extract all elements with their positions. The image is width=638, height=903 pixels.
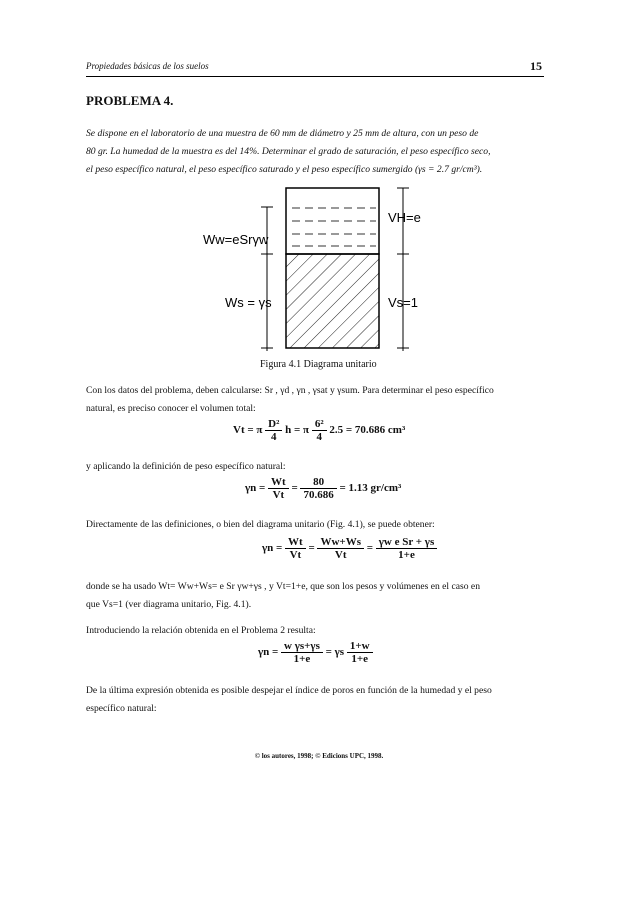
paragraph-6-line-2: específico natural: [86, 703, 157, 714]
eq2-left: γn = [245, 482, 266, 495]
eq1-fraction-1 [265, 418, 282, 443]
eq4-numerator-2: 1+w [347, 640, 373, 653]
paragraph-3: Directamente de las definiciones, o bien del diagrama unitario (Fig. 4.1), se puede obtener: [86, 519, 435, 530]
eq3-numerator-3: γw e Sr + γs [376, 536, 437, 549]
eq2-equals: = [291, 482, 298, 495]
paragraph-1 [86, 382, 546, 418]
paragraph-5: Introduciendo la relación obtenida en el Problema 2 resulta: [86, 625, 316, 636]
eq3-equals-1: = [308, 542, 315, 555]
eq2-fraction-1 [268, 476, 289, 501]
paragraph-6-line-1: De la última expresión obtenida es posible despejar el índice de poros en función de la humedad y el peso [86, 685, 492, 696]
eq3-fraction-1 [285, 536, 306, 561]
paragraph-1-line-2: natural, es preciso conocer el volumen total: [86, 403, 256, 414]
paragraph-6 [86, 682, 546, 718]
eq1-right: 2.5 = 70.686 cm³ [329, 424, 406, 437]
label-solid-volume: Vs=1 [388, 295, 418, 310]
footer-copyright: © los autores, 1998; © Edicions UPC, 1998. [254, 752, 384, 760]
eq3-equals-2: = [366, 542, 374, 555]
eq3-numerator-1: Wt [285, 536, 306, 549]
label-water-weight: Ww=eSrγw [203, 232, 269, 247]
eq3-numerator-2: Ww+Ws [317, 536, 364, 549]
running-title: Propiedades básicas de los suelos [86, 61, 209, 71]
eq1-numerator-2: 6² [312, 418, 327, 431]
eq1-denominator-2: 4 [316, 431, 322, 443]
problem-line-1: Se dispone en el laboratorio de una muestra de 60 mm de diámetro y 25 mm de altura, con un peso de [86, 128, 479, 139]
section-title: PROBLEMA 4. [86, 93, 174, 108]
page-number: 15 [530, 59, 542, 73]
eq3-fraction-2 [317, 536, 364, 561]
eq3-fraction-3 [376, 536, 437, 561]
eq3-left: γn = [262, 542, 283, 555]
eq1-middle: h = π [285, 424, 310, 437]
label-solid-weight: Ws = γs [225, 295, 272, 310]
eq2-denominator-2: 70.686 [303, 489, 334, 501]
weight-dimension-line [261, 207, 273, 351]
eq3-denominator-3: 1+e [398, 549, 415, 561]
equation-weights-volumes [262, 536, 437, 561]
eq1-numerator-1: D² [265, 418, 282, 431]
eq2-numerator-2: 80 [300, 476, 336, 489]
eq4-numerator-1: w γs+γs [281, 640, 323, 653]
problem-line-3: el peso específico natural, el peso específico saturado y el peso específico sumergido (γs = 2.7 gr/cm³). [86, 164, 483, 175]
problem-line-2: 80 gr. La humedad de la muestra es del 14%. Determinar el grado de saturación, el peso específico seco, [86, 146, 491, 157]
eq1-left: Vt = π [233, 424, 263, 437]
figure-caption: Figura 4.1 Diagrama unitario [260, 359, 377, 370]
eq4-middle: = γs [325, 646, 345, 659]
eq3-denominator-2: Vt [334, 549, 347, 561]
eq3-denominator-1: Vt [289, 549, 302, 561]
eq4-left: γn = [258, 646, 279, 659]
equation-natural-weight [245, 476, 401, 501]
paragraph-4-line-1: donde se ha usado Wt= Ww+Ws= e Sr γw+γs , y Vt=1+e, que son los pesos y volúmenes en el caso en [86, 581, 480, 592]
paragraph-2: y aplicando la definición de peso específico natural: [86, 461, 286, 472]
eq1-fraction-2 [312, 418, 327, 443]
eq2-denominator-1: Vt [272, 489, 285, 501]
equation-relation-problem-2 [258, 640, 373, 665]
unit-diagram [200, 183, 460, 358]
eq4-fraction-2 [347, 640, 373, 665]
eq2-right: = 1.13 gr/cm³ [339, 482, 402, 495]
eq4-denominator-1: 1+e [293, 653, 311, 665]
eq2-fraction-2 [300, 476, 336, 501]
eq2-numerator-1: Wt [268, 476, 289, 489]
equation-total-volume [233, 418, 405, 443]
label-void-volume: VH=e [388, 210, 421, 225]
running-header [86, 60, 544, 77]
problem-statement [86, 125, 546, 179]
paragraph-4-line-2: que Vs=1 (ver diagrama unitario, Fig. 4.1). [86, 599, 252, 610]
eq1-denominator-1: 4 [271, 431, 277, 443]
paragraph-4 [86, 578, 546, 614]
eq4-fraction-1 [281, 640, 323, 665]
solid-volume-box [286, 254, 379, 348]
eq4-denominator-2: 1+e [351, 653, 368, 665]
paragraph-1-line-1: Con los datos del problema, deben calcularse: Sr , γd , γn , γsat y γsum. Para determinar el peso específico [86, 385, 494, 396]
